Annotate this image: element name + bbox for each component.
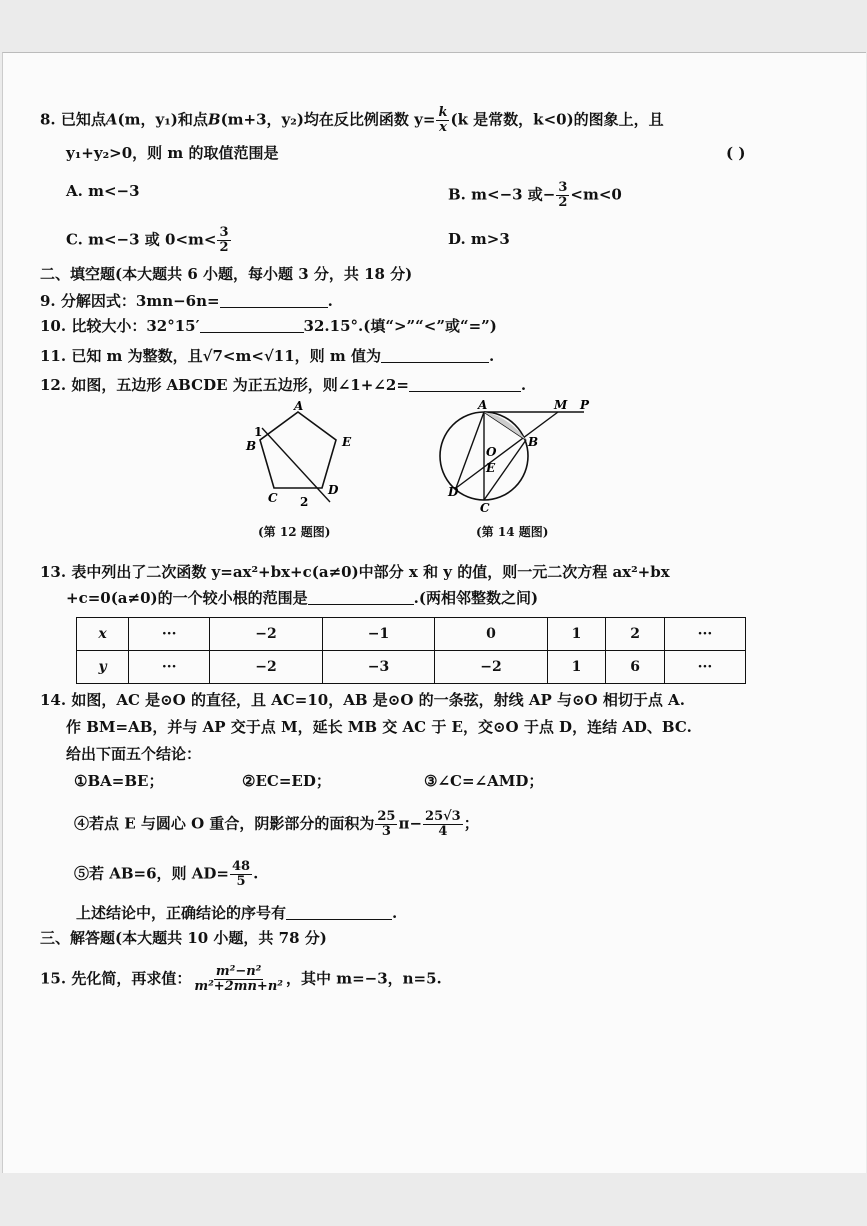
c4-mid: π− (398, 814, 423, 833)
table-row-x (77, 618, 746, 651)
q11-answer-blank[interactable] (381, 362, 489, 363)
q12-text: 12. 如图，五边形 ABCDE 为正五边形，则∠1+∠2= (40, 376, 409, 394)
q9-text: 9. 分解因式：3mn−6n= (40, 292, 220, 310)
q8-option-c (66, 226, 232, 255)
exam-sheet (2, 52, 866, 1173)
q11-end: . (489, 347, 495, 365)
c4-d1: 3 (381, 824, 391, 839)
q8-line1 (40, 106, 664, 135)
q14-conclusion-5 (74, 860, 258, 889)
q8-answer-paren: ( ) (726, 144, 746, 162)
table-cell: ··· (664, 651, 745, 684)
xy-value-table (76, 617, 746, 684)
table-cell: 6 (606, 651, 665, 684)
label-p: P (580, 398, 590, 412)
q13-answer-blank[interactable] (308, 604, 414, 605)
q8-line2: y₁+y₂>0，则 m 的取值范围是 (66, 144, 279, 162)
table-cell: ··· (664, 618, 745, 651)
q14-ask-end: . (392, 904, 398, 922)
section3-heading: 三、解答题(本大题共 10 小题，共 78 分) (40, 929, 327, 947)
label-d: D (448, 485, 459, 499)
label-angle-1: 1 (254, 425, 263, 439)
q13-text: +c=0(a≠0)的一个较小根的范围是 (66, 589, 308, 607)
label-b: B (246, 439, 257, 453)
label-a: A (478, 398, 488, 412)
q9-end: . (327, 292, 333, 310)
q8-optb-pre: B. m<−3 或− (448, 185, 556, 204)
q8-point-a: A (105, 110, 118, 129)
label-c: C (268, 491, 278, 505)
chord-ad (456, 412, 484, 488)
table-cell: −1 (322, 618, 435, 651)
c5-num: 48 (231, 859, 251, 874)
q14-answer-blank[interactable] (286, 919, 392, 920)
figure-12-pentagon (238, 398, 358, 514)
figure-14-circle (438, 398, 598, 516)
table-cell: −2 (210, 651, 323, 684)
q8-optb-post: <m<0 (570, 185, 622, 204)
q15-den: m²+2mn+n² (194, 979, 283, 994)
label-m: M (554, 398, 568, 412)
q10 (40, 316, 497, 336)
c5-frac (230, 860, 252, 889)
q8-option-a: A. m<−3 (66, 182, 140, 200)
table-cell: −2 (210, 618, 323, 651)
q14-conclusion-2: ②EC=ED； (242, 772, 331, 790)
q8-optc-frac (217, 226, 230, 255)
q12 (40, 375, 526, 395)
c4-n2: 25√3 (425, 809, 461, 824)
c4-frac-2 (423, 810, 463, 839)
q8-text-b: (m，y₁)和点 (117, 110, 208, 129)
q13-line2 (66, 588, 538, 608)
q14-conclusion-3: ③∠C=∠AMD； (424, 772, 544, 790)
q8-text-c: (m+3，y₂)均在反比例函数 y= (220, 110, 436, 129)
q8-optc-num: 3 (219, 225, 229, 240)
table-cell: 2 (606, 618, 665, 651)
q8-text-d: (k 是常数，k<0)的图象上，且 (450, 110, 664, 129)
q11-text: 11. 已知 m 为整数，且√7<m<√11，则 m 值为 (40, 347, 381, 365)
q8-point-b: B (207, 110, 221, 129)
q13-line1: 13. 表中列出了二次函数 y=ax²+bx+c(a≠0)中部分 x 和 y 的值，则一元二次方程 ax²+bx (40, 563, 670, 581)
q8-optc-den: 2 (219, 240, 229, 255)
label-a: A (294, 399, 304, 413)
table-cell: y (77, 651, 129, 684)
q14-line2: 作 BM=AB，并与 AP 交于点 M，延长 MB 交 AC 于 E，交⊙O 于点 D，连结 AD、BC. (66, 718, 692, 736)
label-e: E (486, 461, 496, 475)
fig14-caption: (第 14 题图) (476, 525, 549, 539)
table-row-y (77, 651, 746, 684)
table-cell: 1 (547, 651, 606, 684)
q8-fraction (436, 106, 449, 135)
q15 (40, 965, 442, 994)
table-cell: 0 (435, 618, 548, 651)
q12-end: . (520, 376, 527, 394)
label-o: O (486, 445, 497, 459)
q12-answer-blank[interactable] (409, 391, 521, 392)
c5-text: ⑤若 AB=6，则 AD= (74, 864, 229, 883)
q8-option-d: D. m>3 (448, 230, 510, 248)
q10-answer-blank[interactable] (200, 332, 304, 333)
c4-text: ④若点 E 与圆心 O 重合，阴影部分的面积为 (74, 814, 375, 833)
label-b: B (528, 435, 539, 449)
q13-text-post: .(两相邻整数之间) (413, 589, 539, 607)
q15-post: ，其中 m=−3，n=5. (285, 969, 442, 988)
q8-optc-pre: C. m<−3 或 0<m< (66, 230, 217, 249)
q10-text-post: 32.15°.(填“>”“<”或“=”) (303, 317, 497, 335)
q15-num: m²−n² (215, 964, 262, 979)
q14-conclusion-1: ①BA=BE； (74, 772, 164, 790)
q14-ask-text: 上述结论中，正确结论的序号有 (76, 904, 287, 922)
q9 (40, 291, 333, 311)
table-cell: −3 (322, 651, 435, 684)
q8-frac-num: k (438, 105, 448, 120)
q8-optb-num: 3 (558, 180, 568, 195)
q8-frac-den: x (439, 120, 447, 135)
c5-den: 5 (236, 874, 246, 889)
q10-text: 10. 比较大小：32°15′ (40, 317, 200, 335)
label-angle-2: 2 (300, 495, 309, 509)
q8-optb-frac (556, 181, 569, 210)
q14-line1: 14. 如图，AC 是⊙O 的直径，且 AC=10，AB 是⊙O 的一条弦，射线 AP 与⊙O 相切于点 A. (40, 691, 685, 709)
label-e: E (342, 435, 352, 449)
table-cell: ··· (129, 651, 210, 684)
q9-answer-blank[interactable] (220, 307, 328, 308)
q14-conclusion-4 (74, 810, 479, 839)
fig12-caption: (第 12 题图) (258, 525, 331, 539)
q8-text-a: 8. 已知点 (40, 110, 106, 129)
c4-post: ； (463, 814, 479, 833)
c4-n1: 25 (377, 809, 396, 824)
q15-text: 15. 先化简，再求值： (40, 969, 192, 988)
table-cell: x (77, 618, 129, 651)
table-cell: ··· (129, 618, 210, 651)
q14-line3: 给出下面五个结论： (66, 745, 202, 763)
q11 (40, 346, 494, 366)
table-cell: 1 (547, 618, 606, 651)
q15-fraction (192, 965, 285, 994)
label-d: D (328, 483, 339, 497)
c5-post: . (253, 864, 259, 883)
label-c: C (480, 501, 490, 515)
q8-option-b (448, 181, 622, 210)
c4-d2: 4 (438, 824, 448, 839)
q14-ask (76, 903, 397, 923)
c4-frac-1 (375, 810, 397, 839)
table-cell: −2 (435, 651, 548, 684)
pentagon-shape (260, 412, 336, 488)
q8-optb-den: 2 (558, 195, 568, 210)
section2-heading: 二、填空题(本大题共 6 小题，每小题 3 分，共 18 分) (40, 265, 413, 283)
